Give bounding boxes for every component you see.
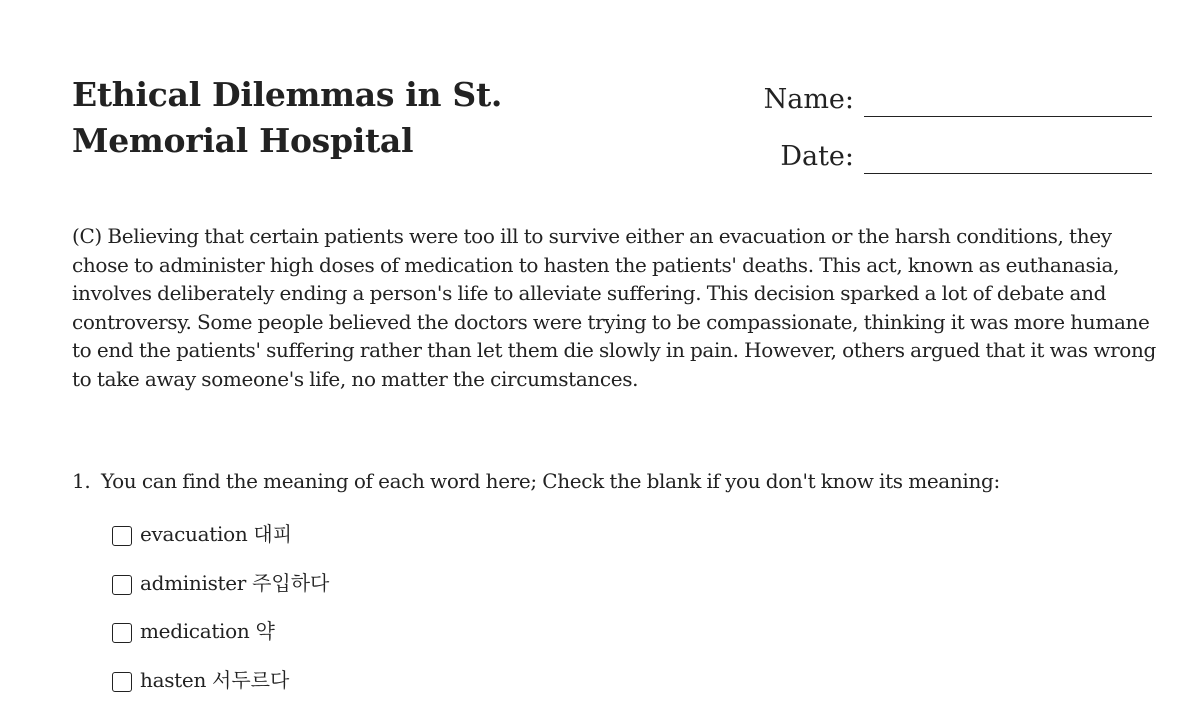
vocab-word: administer — [140, 568, 246, 598]
date-label: Date: — [780, 140, 854, 174]
worksheet-title: Ethical Dilemmas in St. Memorial Hospital — [72, 72, 672, 164]
vocab-checkbox[interactable] — [112, 623, 132, 643]
vocab-checklist — [112, 519, 329, 713]
question-1 — [72, 466, 1172, 496]
vocab-word: hasten — [140, 665, 206, 695]
name-blank-line[interactable] — [864, 76, 1152, 117]
reading-passage: (C) Believing that certain patients were too ill to survive either an evacuation or the harsh conditions, they chose to administer high doses of medication to hasten the patients' deaths. This act, known as euthanasia, involves deliberately ending a person's life to alleviate suffering. This decision sparked a lot of debate and controversy. Some people believed the doctors were trying to be compassionate, thinking it was more humane to end the patients' suffering rather than let them die slowly in pain. However, others argued that it was wrong to take away someone's life, no matter the circumstances. — [72, 222, 1158, 393]
name-field — [764, 76, 1152, 117]
vocab-word: medication — [140, 616, 249, 646]
vocab-checkbox[interactable] — [112, 575, 132, 595]
date-field — [780, 133, 1152, 174]
name-label: Name: — [764, 83, 854, 117]
vocab-translation: 약 — [255, 616, 274, 646]
vocab-checkbox[interactable] — [112, 526, 132, 546]
vocab-item — [112, 568, 329, 617]
date-blank-line[interactable] — [864, 133, 1152, 174]
vocab-item — [112, 665, 329, 713]
vocab-translation: 서두르다 — [212, 665, 289, 695]
question-number: 1. — [72, 466, 101, 496]
vocab-item — [112, 519, 329, 568]
question-text: You can find the meaning of each word here; Check the blank if you don't know its meaning: — [101, 469, 1000, 493]
vocab-translation: 주입하다 — [252, 568, 329, 598]
vocab-translation: 대피 — [253, 519, 292, 549]
vocab-item — [112, 616, 329, 665]
vocab-word: evacuation — [140, 519, 247, 549]
